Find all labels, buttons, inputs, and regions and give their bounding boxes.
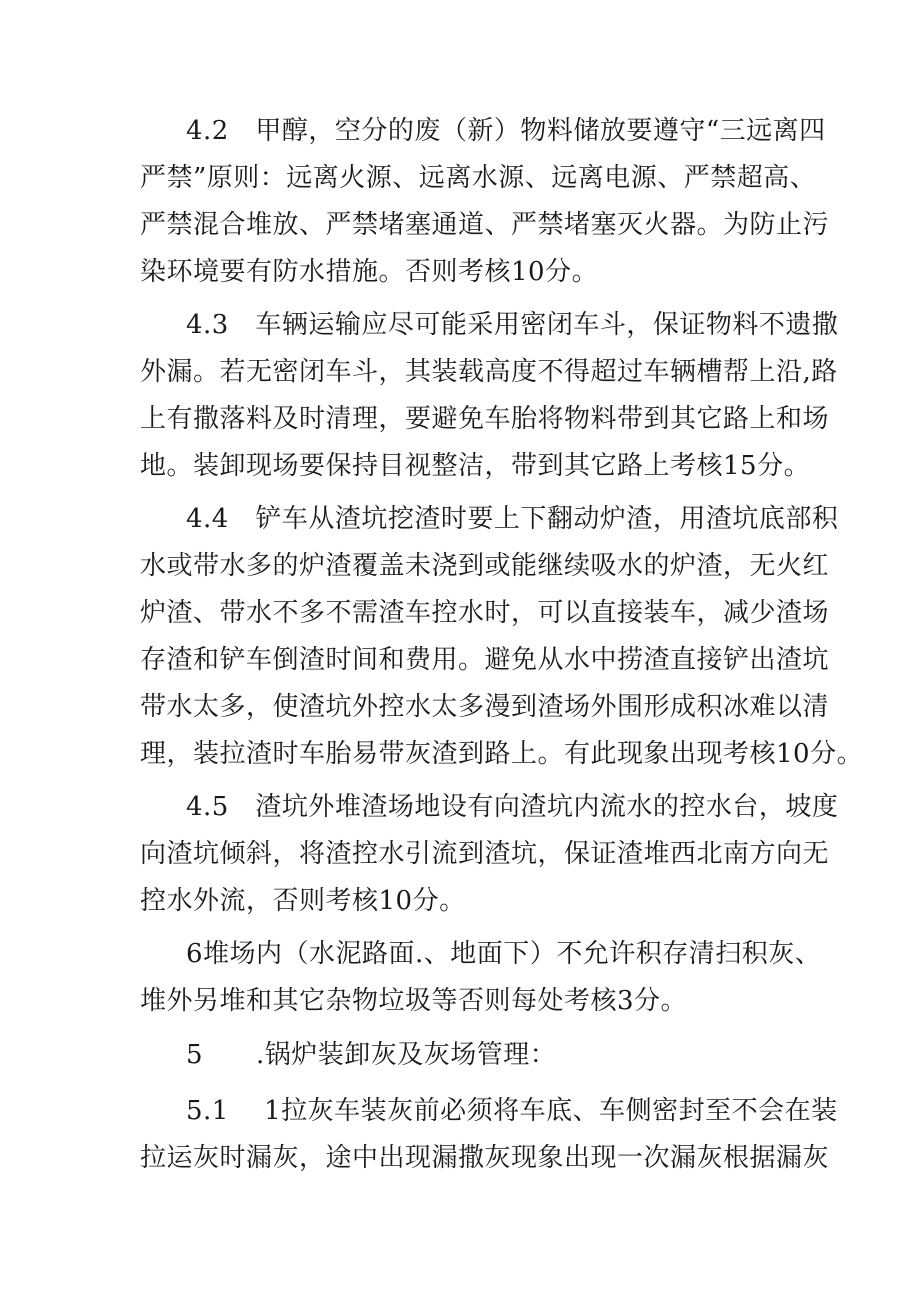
para-4-5-line-2: 向渣坑倾斜，将渣控水引流到渣坑，保证渣堆西北南方向无	[140, 839, 830, 869]
para-4-4-line-4: 存渣和铲车倒渣时间和费用。避免从水中捞渣直接铲出渣坑	[140, 645, 830, 675]
para-6-line-2: 堆外另堆和其它杂物垃圾等否则每处考核3分。	[140, 986, 688, 1016]
para-5-1-line-1: 5.1 1拉灰车装灰前必须将车底、车侧密封至不会在装	[186, 1096, 838, 1126]
para-4-3-line-4: 地。装卸现场要保持目视整洁，带到其它路上考核15分。	[140, 451, 811, 481]
para-4-4-line-6: 理，装拉渣时车胎易带灰渣到路上。有此现象出现考核10分。	[140, 739, 864, 769]
para-4-2-line-1: 4.2 甲醇，空分的废（新）物料储放要遵守“三远离四	[186, 116, 826, 146]
para-4-5-line-3: 控水外流，否则考核10分。	[140, 886, 466, 916]
para-5-1-line-2: 拉运灰时漏灰，途中出现漏撒灰现象出现一次漏灰根据漏灰	[140, 1143, 830, 1173]
para-4-5-line-1: 4.5 渣坑外堆渣场地设有向渣坑内流水的控水台，坡度	[186, 792, 839, 822]
para-4-4-line-1: 4.4 铲车从渣坑挖渣时要上下翻动炉渣，用渣坑底部积	[186, 504, 839, 534]
para-4-4-line-5: 带水太多，使渣坑外控水太多漫到渣场外围形成积冰难以清	[140, 692, 830, 722]
para-4-4-line-2: 水或带水多的炉渣覆盖未浇到或能继续吸水的炉渣，无火红	[140, 551, 830, 581]
para-4-3-line-2: 外漏。若无密闭车斗，其装载高度不得超过车辆槽帮上沿,路	[140, 357, 838, 387]
para-4-2-line-4: 染环境要有防水措施。否则考核10分。	[140, 257, 599, 287]
para-4-4-line-3: 炉渣、带水不多不需渣车控水时，可以直接装车，减少渣场	[140, 598, 830, 628]
para-6-line-1: 6堆场内（水泥路面.、地面下）不允许积存清扫积灰、	[186, 939, 822, 969]
para-4-3-line-3: 上有撒落料及时清理，要避免车胎将物料带到其它路上和场	[140, 404, 830, 434]
para-4-2-line-3: 严禁混合堆放、严禁堵塞通道、严禁堵塞灭火器。为防止污	[140, 210, 830, 240]
section-5-heading: 5 .锅炉装卸灰及灰场管理：	[186, 1040, 557, 1070]
para-4-3-line-1: 4.3 车辆运输应尽可能采用密闭车斗，保证物料不遗撒	[186, 310, 839, 340]
para-4-2-line-2: 严禁”原则：远离火源、远离水源、远离电源、严禁超高、	[140, 163, 817, 193]
